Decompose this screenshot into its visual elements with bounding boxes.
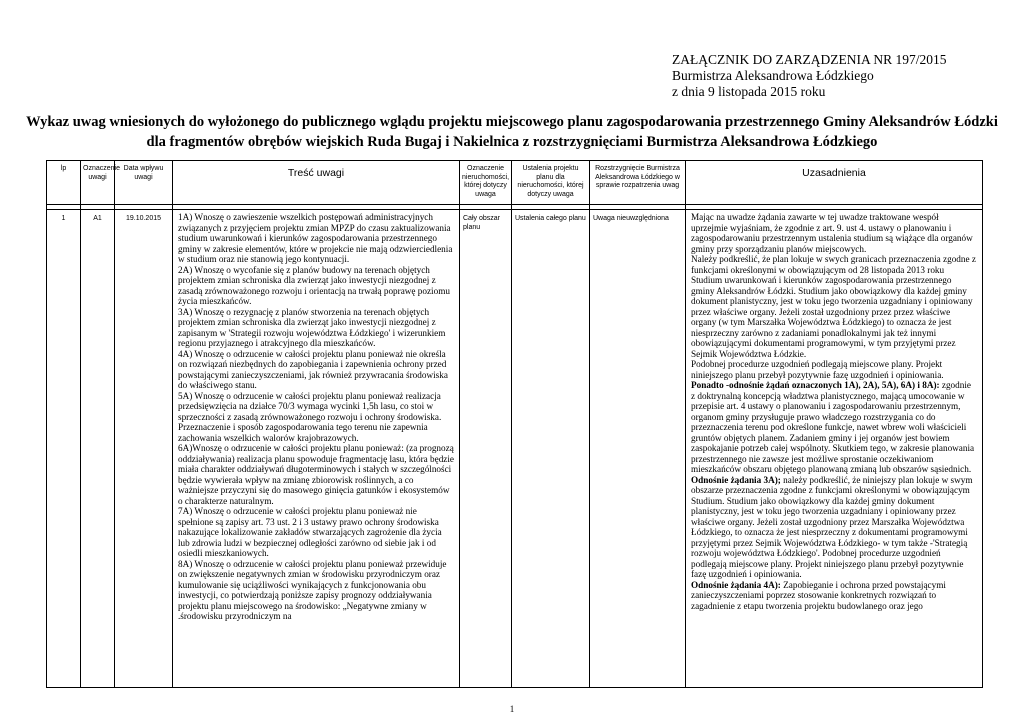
col-header-rozstrzygniecie: Rozstrzygnięcie Burmistrza Aleksandrowa Łódzkiego w sprawie rozpatrzenia uwag <box>590 161 686 205</box>
cell-rozstrzygniecie: Uwaga nieuwzględniona <box>590 210 686 688</box>
justification-para-3: Podobnej procedurze uzgodnień podlegają miejscowe plany. Projekt niniejszego planu przebył pozytywnie fazę uzgodnień i opiniowania. <box>691 359 944 380</box>
justification-para-6-lead: Odnośnie żądania 4A): <box>691 579 781 590</box>
comment-6a: 6A)Wnoszę o odrzucenie w całości projektu planu ponieważ: (za prognozą oddziaływania) realizacja planu spowoduje fragmentację lasu, która będzie miała charakter oddziaływań długoterminowych i stałych w szczególności będzie wywierała wpływ na zmianę zbiorowisk roślinnych, a co ważniejsze przyczyni się do masowego ginięcia gatunków i ekosystemów o charakterze naturalnym. <box>178 443 455 506</box>
col-header-lp: lp <box>47 161 81 205</box>
justification-para-2: Należy podkreślić, że plan lokuje w swych granicach przeznaczenia zgodne z funkcjami określonymi w obowiązującym od 28 listopada 2013 roku Studium uwarunkowań i kierunków zagospodarowania przestrzennego gminy Aleksandrów Łódzki. Studium jako obowiązkowy dla każdej gminy dokument planistyczny, jest w toku jego tworzenia uzgadniany i opiniowany przez właściwe organy. Jeżeli został uzgodniony przez przez właściwe organy (w tym Marszałka Województwa Łódzkiego) to oznacza że jest niesprzeczny zarówno z zadaniami ponadlokalnymi jak też innymi obowiązującymi dokumentami programowymi, w tym przyjętymi przez Sejmik Województwa Łódzkie. <box>691 254 976 359</box>
comment-3a: 3A) Wnoszę o rezygnację z planów stworzenia na terenach objętych projektem zmian schroniska dla zwierząt jako inwestycji niezgodnej z zapisanym w 'Strategii rozwoju województwa Łódzkiego' i wizerunkiem regionu przyjaznego i atrakcyjnego dla mieszkańców. <box>178 306 446 348</box>
justification-para-6-text: Zapobieganie i ochrona przed powstającymi zanieczyszczeniami poprzez stosowanie konkretnych rozwiązań to zagadnienie z etapu tworzenia projektu budowlanego oraz jego <box>691 579 946 611</box>
document-title: Wykaz uwag wniesionych do wyłożonego do publicznego wglądu projektu miejscowego planu zagospodarowania przestrzennego Gminy Aleksandrów Łódzki dla fragmentów obrębów wiejskich Ruda Bugaj i Nakielnica z rozstrzygnięciami Burmistrza Aleksandrowa Łódzkiego <box>26 114 998 150</box>
justification-para-4-text: zgodnie z doktrynalną koncepcją władztwa planistycznego, mającą umocowanie w przepisie art. 4 ustawy o planowaniu i zagospodarowaniu przestrzennym, organom gminy przysługuje prawo władczego rozstrzygania co do przeznaczenia terenu pod określone funkcje, nawet wbrew woli właścicieli gruntów objętych planem. Zadaniem gminy i jej organów jest bowiem zaspokajanie potrzeb całej wspólnoty. Skutkiem tego, w zakresie planowania przestrzennego nie zawsze jest możliwe sprostanie oczekiwaniom mieszkańców obszaru objętego planowaną zmianą lub obszarów sąsiednich. <box>691 380 975 474</box>
justification-para-4-lead: Ponadto -odnośnie żądań oznaczonych 1A), 2A), 5A), 6A) i 8A): <box>691 380 940 390</box>
header-line-1: ZAŁĄCZNIK DO ZARZĄDZENIA NR 197/2015 <box>672 52 947 67</box>
header-line-2: Burmistrza Aleksandrowa Łódzkiego <box>672 68 874 83</box>
comment-4a: 4A) Wnoszę o odrzucenie w całości projektu planu ponieważ nie określa on rozwiązań niezbędnych do zapobiegania i zapewnienia ochrony przed powstającymi zanieczyszczeniami, jak również przywracania środowiska do właściwego stanu. <box>178 348 448 390</box>
cell-tresc <box>173 210 460 688</box>
comment-2a: 2A) Wnoszę o wycofanie się z planów budowy na terenach objętych projektem zmian schroniska dla zwierząt jako inwestycji niezgodnej z zasadą zrównoważonego rozwoju i orientacją na trwałą poprawę poziomu życia mieszkańców. <box>178 264 450 306</box>
page-number: 1 <box>509 704 515 714</box>
attachment-header <box>672 52 1002 100</box>
table-header-row <box>47 161 983 205</box>
col-header-tresc: Treść uwagi <box>173 161 460 205</box>
justification-para-6 <box>691 580 977 612</box>
justification-para-4 <box>691 380 977 475</box>
cell-nieruchomosc: Cały obszar planu <box>460 210 512 688</box>
justification-para-5 <box>691 475 977 580</box>
header-line-3: z dnia 9 listopada 2015 roku <box>672 84 826 99</box>
comment-1a: 1A) Wnoszę o zawieszenie wszelkich postępowań administracyjnych związanych z przyjęciem projektu zmian MPZP do czasu zaktualizowania studium uwarunkowań i kierunków zagospodarowania przestrzennego gminy w zakresie elementów, które w projekcie nie mają odzwierciedlenia w studium oraz nie stanowią jego kontynuacji. <box>178 212 453 264</box>
comments-table <box>46 160 983 688</box>
col-header-data: Data wpływu uwagi <box>115 161 173 205</box>
justification-para-1: Mając na uwadze żądania zawarte w tej uwadze traktowane wespół uprzejmie wyjaśniam, że zgodnie z art. 9. ust 4. ustawy o planowaniu i zagospodarowaniu przestrzennym ustalenia studium są wiążące dla organów gminy przy sporządzaniu planów miejscowych. <box>691 212 973 254</box>
justification-para-5-text: należy podkreślić, że niniejszy plan lokuje w swym obszarze przeznaczenia zgodne z funkcjami określonymi w obowiązującym Studium. Studium jako obowiązkowy dla każdej gminy dokument planistyczny, jest w toku jego tworzenia uzgadniany i opiniowany przez właściwe organy. Jeżeli został uzgodniony przez Marszałka Województwa Łódzkiego, to oznacza że jest niesprzeczny z dokumentami programowymi przyjętymi przez Sejmik Województwa Łódzkiego- w tym także -'Strategią rozwoju województwa Łódzkiego'. Podobnej procedurze uzgodnień podlegają miejscowe plany. Projekt niniejszego planu przebył pozytywnie fazę uzgodnień i opiniowania. <box>691 474 973 579</box>
col-header-uzasadnienia: Uzasadnienia <box>686 161 983 205</box>
col-header-ustalenia: Ustalenia projektu planu dla nieruchomości, której dotyczy uwaga <box>512 161 590 205</box>
comment-7a: 7A) Wnoszę o odrzucenie w całości projektu planu ponieważ nie spełnione są zapisy art. 73 ust. 2 i 3 ustawy prawo ochrony środowiska nakazujące lokalizowanie zakładów stwarzających zagrożenie dla życia lub zdrowia ludzi w bezpiecznej odległości zarówno od siebie jak i od osiedli mieszkaniowych. <box>178 506 442 558</box>
comment-8a: 8A) Wnoszę o odrzucenie w całości projektu planu ponieważ przewiduje on zwiększenie negatywnych zmian w środowisku przyrodniczym oraz kumulowanie się uciążliwości wynikających z funkcjonowania obu inwestycji, co potwierdzają poniższe zapisy prognozy oddziaływania projektu planu miejscowego na środowisko: „Negatywne zmiany w .środowisku przyrodniczym na <box>178 558 447 621</box>
justification-para-5-lead: Odnośnie żądania 3A); <box>691 474 781 485</box>
col-header-nieruchomosc: Oznaczenie nieruchomości, której dotyczy uwaga <box>460 161 512 205</box>
col-header-oznaczenie: Oznaczenie uwagi <box>81 161 115 205</box>
cell-data: 19.10.2015 <box>115 210 173 688</box>
cell-uzasadnienie <box>686 210 983 688</box>
table-row <box>47 210 983 688</box>
comment-5a: 5A) Wnoszę o odrzucenie w całości projektu planu ponieważ realizacja przedsięwzięcia na działce 70/3 wymaga wycinki 1,5h lasu, co stoi w sprzeczności z zasadą zrównoważonego rozwoju i ochrony środowiska. Przeznaczenie i sposób zagospodarowania tego terenu nie zapewnia zachowania wszelkich walorów krajobrazowych. <box>178 390 442 443</box>
cell-ustalenia: Ustalenia całego planu <box>512 210 590 688</box>
cell-oznaczenie: A1 <box>81 210 115 688</box>
cell-lp: 1 <box>47 210 81 688</box>
